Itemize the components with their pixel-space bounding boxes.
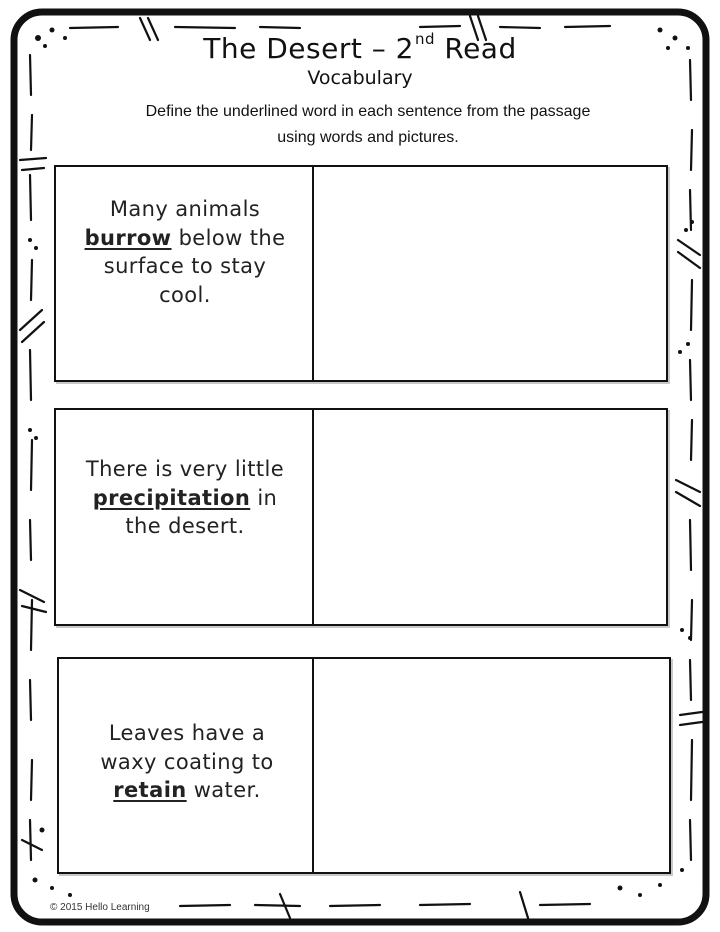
vocab-row-burrow bbox=[54, 165, 668, 382]
vocabulary-word: burrow bbox=[84, 225, 172, 250]
copyright-notice: © 2015 Hello Learning bbox=[50, 902, 150, 913]
definition-answer-box[interactable] bbox=[314, 410, 666, 624]
instructions-line-1: Define the underlined word in each sentence from the passage bbox=[145, 103, 591, 120]
definition-answer-box[interactable] bbox=[314, 659, 669, 872]
vocabulary-word: precipitation bbox=[92, 485, 251, 510]
sentence-cell: Leaves have a waxy coating to retain water. bbox=[100, 721, 274, 802]
sentence-cell: There is very little precipitation in the desert. bbox=[85, 457, 285, 538]
instructions bbox=[100, 99, 636, 151]
page-subtitle: Vocabulary bbox=[307, 67, 413, 89]
vocabulary-word: retain bbox=[113, 778, 187, 802]
vocab-row-precipitation bbox=[54, 408, 668, 626]
definition-answer-box[interactable] bbox=[314, 167, 666, 380]
page-title: The Desert – 2nd Read bbox=[203, 30, 517, 65]
vocab-row-retain bbox=[57, 657, 671, 874]
sentence-cell: Many animals burrow below the surface to stay cool. bbox=[84, 197, 286, 307]
instructions-line-2: using words and pictures. bbox=[277, 129, 459, 146]
